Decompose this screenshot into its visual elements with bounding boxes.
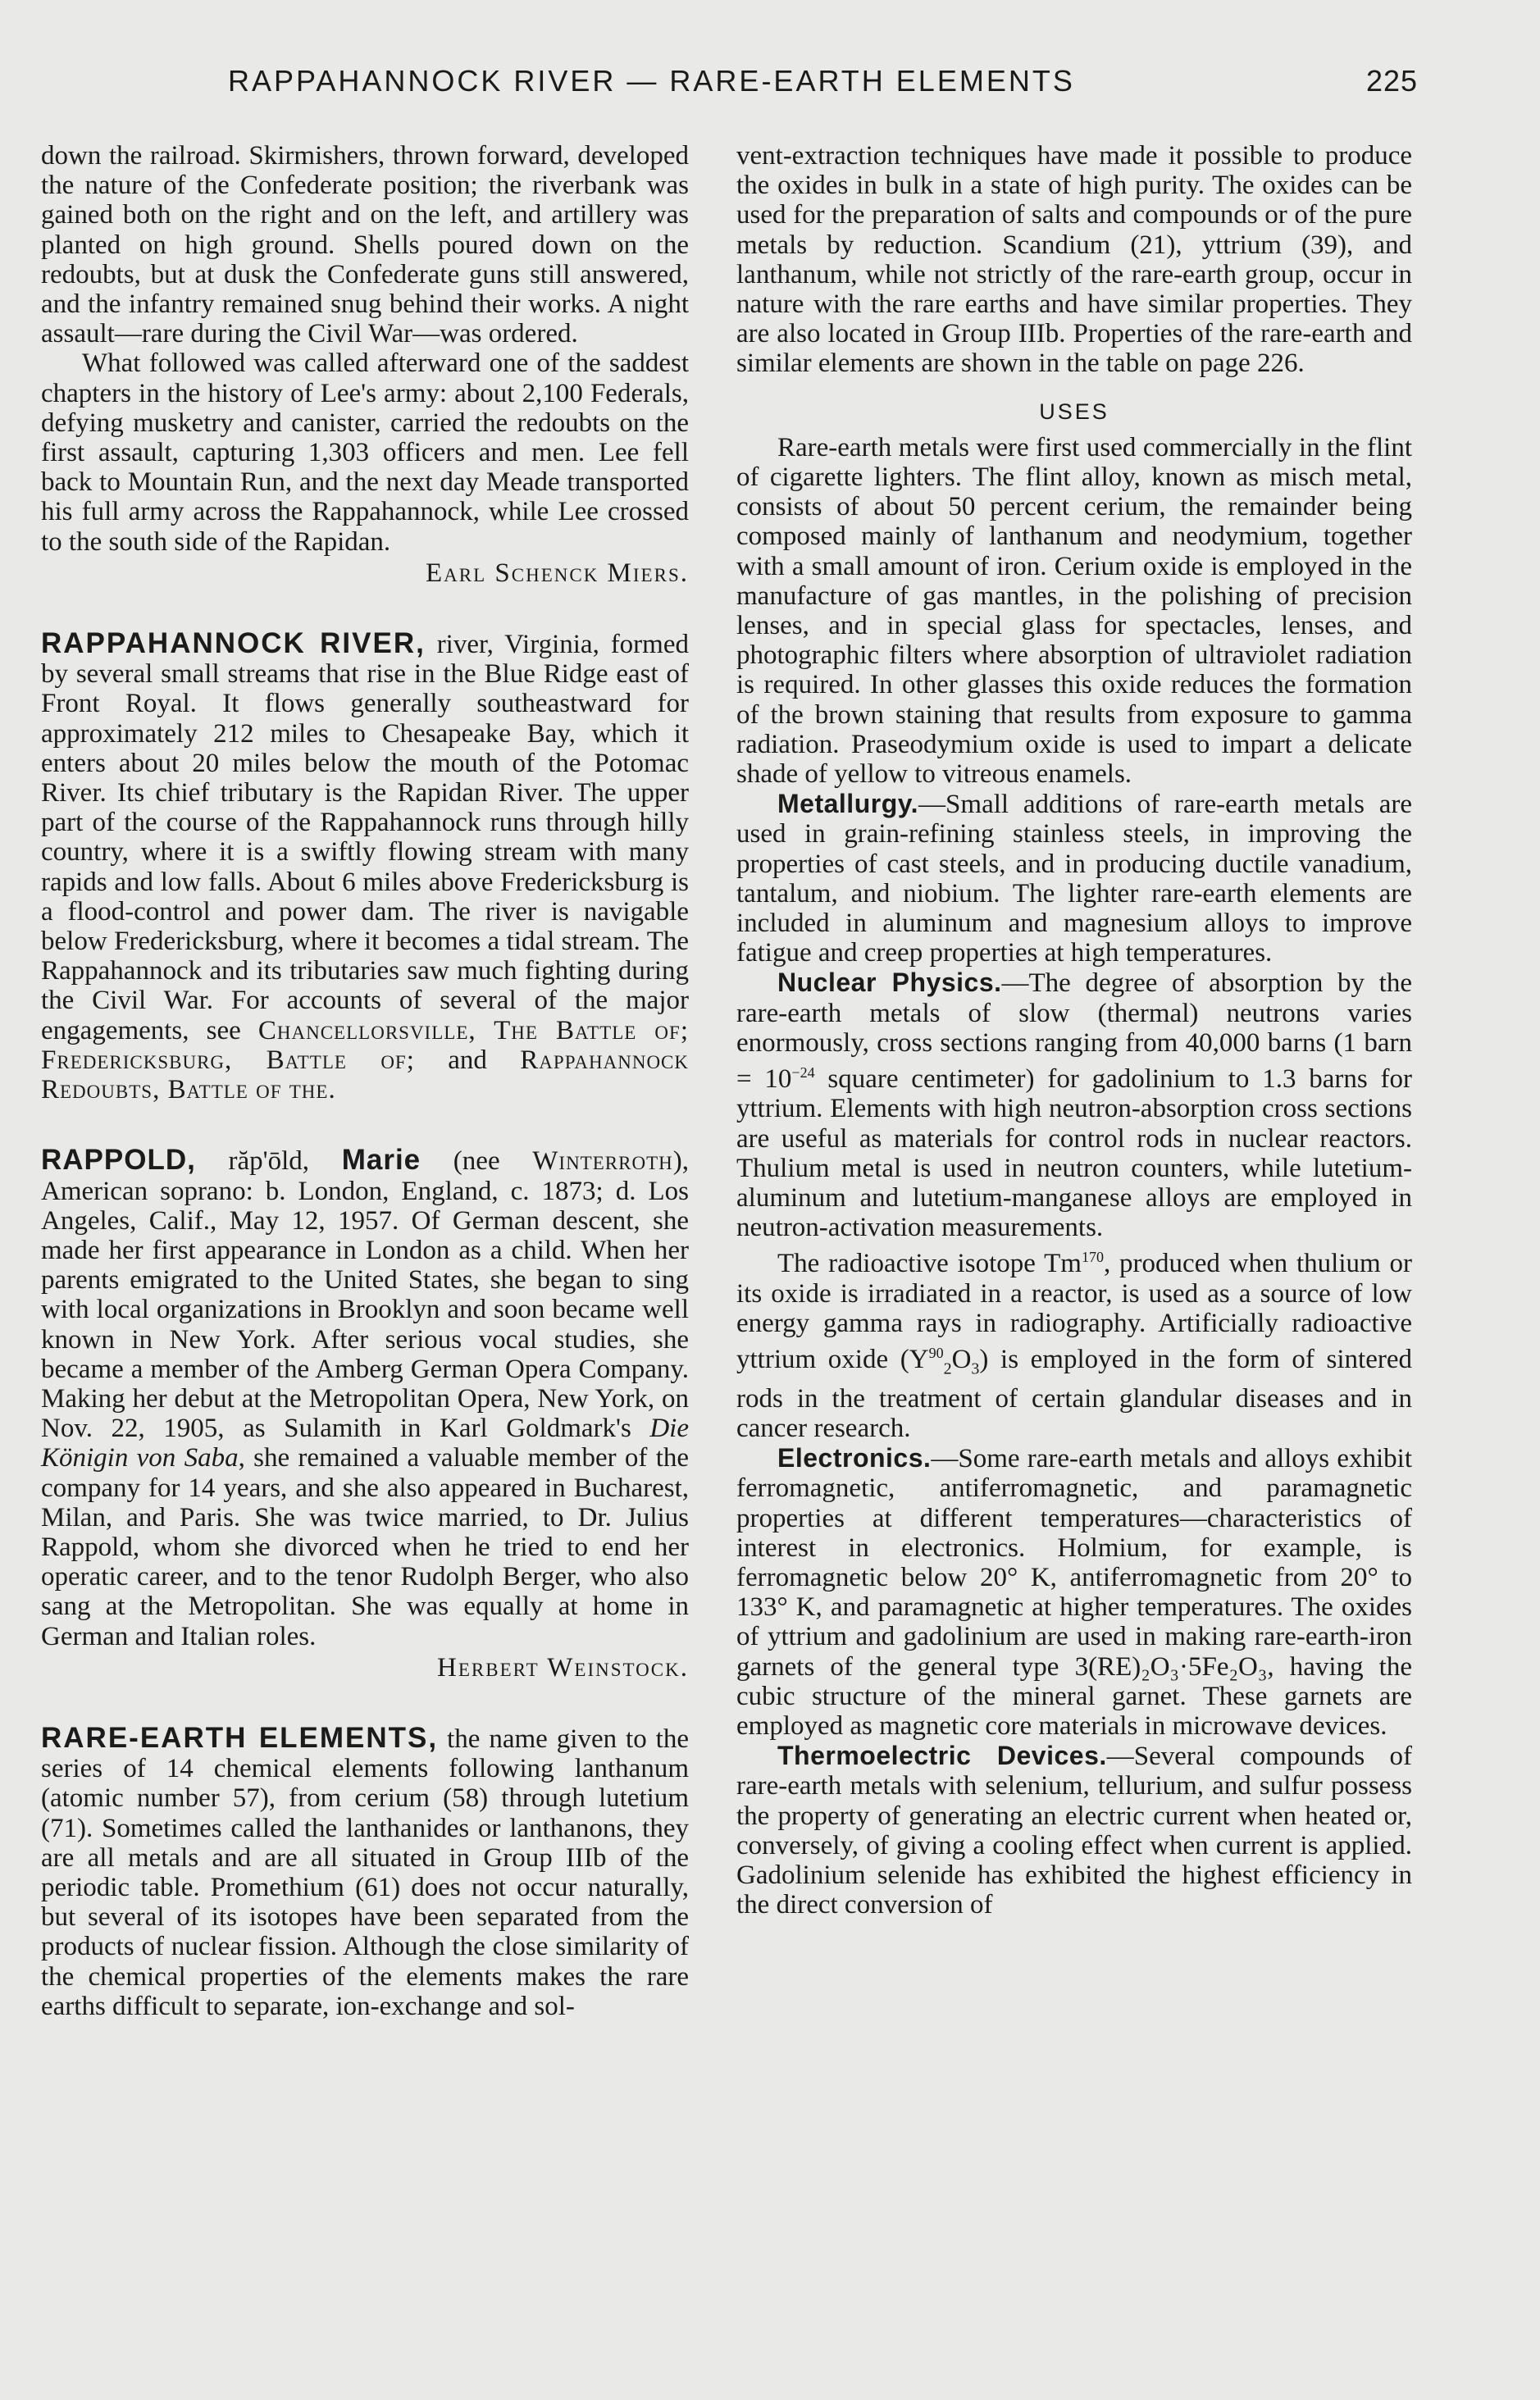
subsection-text: —The degree of absorption by the rare-earth metals of slow (thermal) neutrons varies enormously, cross sections ranging from 40,000 barns (1 barn = 10 bbox=[736, 968, 1412, 1095]
entry-headword: RAPPOLD, bbox=[41, 1144, 196, 1177]
entry-text: ), American soprano: b. London, England, c. 1873; d. Los Angeles, Calif., May 12, 1957. Of German descent, she made her first appearance in London as a child. When her parents emigrated to the United States, she began to sing with local organizations in Brooklyn and soon became well known in New York. After serious vocal studies, she became a member of the Amberg German Opera Company. Making her debut at the Metropolitan Opera, New York, on Nov. 22, 1905, as Sulamith in Karl Goldmark's bbox=[41, 1146, 689, 1444]
entry-rare-earth-elements bbox=[41, 1721, 689, 2021]
left-column bbox=[41, 141, 689, 2021]
section-heading-uses: USES bbox=[1039, 398, 1109, 424]
entry-headword: RARE-EARTH ELEMENTS, bbox=[41, 1721, 439, 1754]
paragraph-text: ) is employed in the form of sintered rods in the treatment of certain glandular diseases and in cancer research. bbox=[736, 1344, 1412, 1443]
subsection-heading: Metallurgy. bbox=[777, 789, 919, 819]
paragraph-text: , produced when thulium or its oxide is irradiated in a reactor, is used as a source of low energy gamma rays in radiography. Artificially radioactive yttrium oxide (Y bbox=[736, 1249, 1412, 1374]
article-paragraph bbox=[736, 1242, 1412, 1443]
cross-reference: Chancellorsville, The Battle of; Fredericksburg, Battle of; bbox=[41, 1015, 689, 1075]
subsection-electronics bbox=[736, 1443, 1412, 1741]
entry-rappahannock-river bbox=[41, 629, 689, 1104]
subscript: 3 bbox=[971, 1359, 980, 1378]
paragraph-text: The radioactive isotope Tm bbox=[777, 1249, 1082, 1279]
subsection-heading: Nuclear Physics. bbox=[777, 968, 1002, 998]
opera-title: Die Königin von Saba bbox=[41, 1414, 689, 1473]
subsection-heading: Electronics. bbox=[777, 1443, 932, 1473]
entry-rappold bbox=[41, 1145, 689, 1651]
page-header bbox=[0, 64, 1540, 113]
article-paragraph: Rare-earth metals were first used commercially in the flint of cigarette lighters. The flint alloy, known as misch metal, consists of about 50 percent cerium, the remainder being composed mainly of lanthanum and neodymium, together with a small amount of iron. Cerium oxide is employed in the manufacture of gas mantles, in the polishing of precision lenses, and in special glass for spectacles, lenses, and photographic filters where absorption of ultraviolet radiation is required. In other glasses this oxide reduces the formation of the brown staining that results from exposure to gamma radiation. Praseodymium oxide is used to impart a delicate shade of yellow to vitreous enamels. bbox=[736, 432, 1412, 790]
entry-text: the name given to the series of 14 chemical elements following lanthanum (atomic number 57), from cerium (58) through lutetium (71). Sometimes called the lanthanides or lanthanons, they are all metals and are all situated in Group IIIb of the periodic table. Promethium (61) does not occur naturally, but several of its isotopes have been separated from the products of nuclear fission. Although the close similarity of the chemical properties of the elements makes the rare earths difficult to separate, ion-exchange and sol- bbox=[41, 1724, 689, 2021]
subsection-nuclear-physics bbox=[736, 968, 1412, 1242]
page-number: 225 bbox=[1366, 64, 1419, 98]
entry-text: (nee bbox=[421, 1146, 533, 1177]
maiden-name: Winterroth bbox=[532, 1146, 673, 1177]
subsection-thermoelectric bbox=[736, 1741, 1412, 1920]
cross-reference: Rappahannock Redoubts, Battle of the. bbox=[41, 1045, 689, 1105]
entry-headword: RAPPAHANNOCK RIVER, bbox=[41, 627, 426, 660]
given-name: Marie bbox=[341, 1144, 421, 1177]
subsection-text: —Several compounds of rare-earth metals with selenium, tellurium, and sulfur possess the property of generating an electric current when heated or, conversely, of giving a cooling effect when current is applied. Gadolinium selenide has exhibited the highest efficiency in the direct conversion of bbox=[736, 1742, 1412, 1920]
entry-text: , she remained a valuable member of the company for 14 years, and she also appeared in Bucharest, Milan, and Paris. She was twice married, to Dr. Julius Rappold, whom she divorced when he tried to end her operatic career, and to the tenor Rudolph Berger, who also sang at the Metropolitan. She was equally at home in German and Italian roles. bbox=[41, 1443, 690, 1651]
subsection-heading: Thermoelectric Devices. bbox=[777, 1741, 1107, 1771]
exponent: −24 bbox=[791, 1064, 815, 1082]
author-signature: Earl Schenck Miers. bbox=[425, 558, 689, 588]
cross-reference-conjunction: and bbox=[414, 1045, 521, 1075]
right-column bbox=[736, 141, 1412, 1920]
isotope-mass-number: 90 bbox=[928, 1344, 944, 1361]
article-continuation-paragraph: vent-extraction techniques have made it possible to produce the oxides in bulk in a state of high purity. The oxides can be used for the preparation of salts and compounds or of the pure metals by reduction. Scandium (21), yttrium (39), and lanthanum, while not strictly of the rare-earth group, occur in nature with the rare earths and have similar properties. They are also located in Group IIIb. Properties of the rare-earth and similar elements are shown in the table on page 226. bbox=[736, 141, 1412, 379]
running-title: RAPPAHANNOCK RIVER — RARE-EARTH ELEMENTS bbox=[228, 64, 1075, 98]
subsection-text: —Small additions of rare-earth metals are used in grain-refining stainless steels, in improving the properties of cast steels, and in producing ductile vanadium, tantalum, and niobium. The lighter rare-earth elements are included in aluminum and magnesium alloys to improve fatigue and creep properties at high temperatures. bbox=[736, 790, 1412, 968]
subscript: 2 bbox=[943, 1359, 952, 1378]
pronunciation: răp'ōld, bbox=[195, 1146, 342, 1177]
subsection-text: —Some rare-earth metals and alloys exhibit ferromagnetic, antiferromagnetic, and paramagnetic properties at different temperatures—characteristics of interest in electronics. Holmium, for example, is ferromagnetic below 20° K, antiferromagnetic from 20° to 133° K, and paramagnetic at higher temperatures. The oxides of yttrium and gadolinium are used in making rare-earth-iron garnets of the general type 3(RE)₂O₃·5Fe₂O₃, having the cubic structure of the mineral garnet. These garnets are employed as magnetic core materials in microwave devices. bbox=[736, 1444, 1412, 1741]
isotope-mass-number: 170 bbox=[1081, 1249, 1104, 1266]
article-continuation-paragraph: down the railroad. Skirmishers, thrown forward, developed the nature of the Confederate position; the riverbank was gained both on the right and on the left, and artillery was planted on high ground. Shells poured down on the redoubts, but at dusk the Confederate guns still answered, and the infantry remained snug behind their works. A night assault—rare during the Civil War—was ordered. bbox=[41, 141, 689, 349]
entry-text: river, Virginia, formed by several small streams that rise in the Blue Ridge east of Front Royal. It flows generally southeastward for approximately 212 miles to Chesapeake Bay, which it enters about 20 miles below the mouth of the Potomac River. Its chief tributary is the Rapidan River. The upper part of the course of the Rappahannock runs through hilly country, where it is a swiftly flowing stream with many rapids and low falls. About 6 miles above Fredericksburg is a flood-control and power dam. The river is navigable below Fredericksburg, where it becomes a tidal stream. The Rappahannock and its tributaries saw much fighting during the Civil War. For accounts of several of the major engagements, see bbox=[41, 630, 689, 1045]
subsection-text: square centimeter) for gadolinium to 1.3 barns for yttrium. Elements with high neutron-absorption cross sections are useful as materials for control rods in nuclear reactors. Thulium metal is used in neutron counters, while lutetium-aluminum and lutetium-manganese alloys are employed in neutron-activation measurements. bbox=[736, 1064, 1412, 1243]
author-signature: Herbert Weinstock. bbox=[437, 1652, 689, 1683]
paragraph-text: O bbox=[951, 1344, 972, 1374]
article-paragraph: What followed was called afterward one of the saddest chapters in the history of Lee's army: about 2,100 Federals, defying musketry and canister, carried the redoubts on the first assault, capturing 1,303 officers and men. Lee fell back to Mountain Run, and the next day Meade transported his full army across the Rappahannock, while Lee crossed to the south side of the Rapidan. bbox=[41, 348, 689, 557]
subsection-metallurgy bbox=[736, 789, 1412, 968]
